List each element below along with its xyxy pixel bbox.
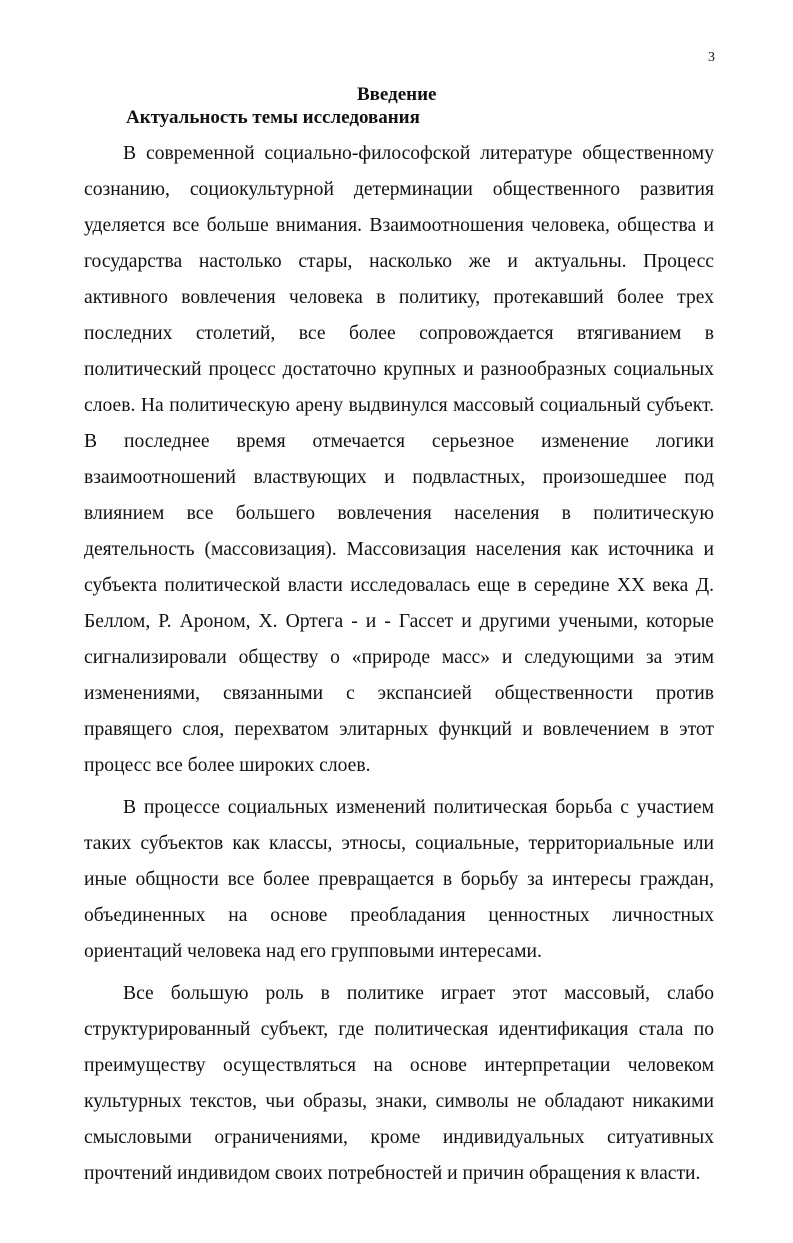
paragraph: Все большую роль в политике играет этот массовый, слабо структурированный субъект, где политическая идентификация стала по преимуществу осуществляться на основе интерпретации человеком культурных текстов, чьи образы, знаки, символы не обладают никакими смысловыми ограничениями, кроме индивидуальных ситуативных прочтений индивидом своих потребностей и причин обращения к власти.	[84, 983, 714, 1184]
body-text	[84, 136, 714, 1198]
page-number: 3	[708, 50, 715, 65]
paragraph: В современной социально-философской литературе общественному сознанию, социокультурной детерминации общественного развития уделяется все больше внимания. Взаимоотношения человека, общества и государства настолько стары, насколько же и актуальны. Процесс активного вовлечения человека в политику, протекавший более трех последних столетий, все более сопровождается втягиванием в политический процесс достаточно крупных и разнообразных социальных слоев. На политическую арену выдвинулся массовый социальный субъект. В последнее время отмечается серьезное изменение логики взаимоотношений властвующих и подвластных, произошедшее под влиянием все большего вовлечения населения в политическую деятельность (массовизация). Массовизация населения как источника и субъекта политической власти исследовалась еще в середине XX века Д. Беллом, Р. Ароном, Х. Ортега - и - Гассет и другими учеными, которые сигнализировали обществу о «природе масс» и следующими за этим изменениями, связанными с экспансией общественности против правящего слоя, перехватом элитарных функций и вовлечением в этот процесс все более широких слоев.	[84, 143, 714, 776]
section-subtitle: Актуальность темы исследования	[126, 107, 420, 128]
section-title: Введение	[357, 84, 437, 105]
paragraph: В процессе социальных изменений политическая борьба с участием таких субъектов как классы, этносы, социальные, территориальные или иные общности все более превращается в борьбу за интересы граждан, объединенных на основе преобладания ценностных личностных ориентаций человека над его групповыми интересами.	[84, 797, 714, 962]
